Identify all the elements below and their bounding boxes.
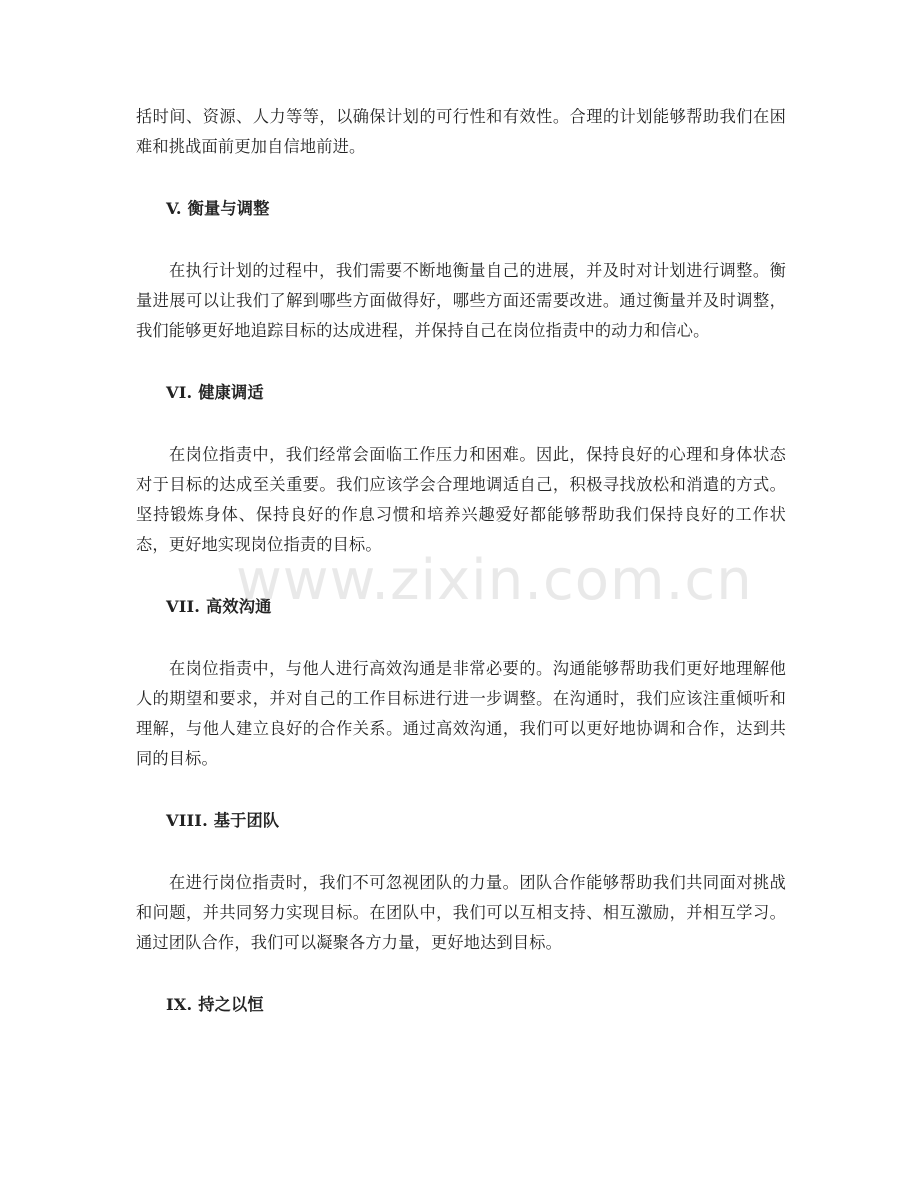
heading-section-vii: VII. 高效沟通: [166, 597, 272, 616]
heading-section-vi: VI. 健康调适: [166, 383, 264, 402]
document-body: [136, 102, 786, 1020]
paragraph-section-viii: 在进行岗位指责时，我们不可忽视团队的力量。团队合作能够帮助我们共同面对挑战和问题，并共同努力实现目标。在团队中，我们可以互相支持、相互激励，并相互学习。通过团队合作，我们可以凝聚各方力量，更好地达到目标。: [136, 873, 786, 952]
heading-section-v: V. 衡量与调整: [166, 199, 270, 218]
paragraph-section-v: 在执行计划的过程中，我们需要不断地衡量自己的进展，并及时对计划进行调整。衡量进展可以让我们了解到哪些方面做得好，哪些方面还需要改进。通过衡量并及时调整，我们能够更好地追踪目标的达成进程，并保持自己在岗位指责中的动力和信心。: [136, 261, 786, 340]
heading-section-viii: VIII. 基于团队: [166, 811, 280, 830]
paragraph-section-vii: 在岗位指责中，与他人进行高效沟通是非常必要的。沟通能够帮助我们更好地理解他人的期望和要求，并对自己的工作目标进行进一步调整。在沟通时，我们应该注重倾听和理解，与他人建立良好的合作关系。通过高效沟通，我们可以更好地协调和合作，达到共同的目标。: [136, 659, 786, 768]
paragraph-plan-continuation: 括时间、资源、人力等等，以确保计划的可行性和有效性。合理的计划能够帮助我们在困难和挑战面前更加自信地前进。: [136, 107, 786, 156]
paragraph-section-vi: 在岗位指责中，我们经常会面临工作压力和困难。因此，保持良好的心理和身体状态对于目标的达成至关重要。我们应该学会合理地调适自己，积极寻找放松和消遣的方式。坚持锻炼身体、保持良好的作息习惯和培养兴趣爱好都能够帮助我们保持良好的工作状态，更好地实现岗位指责的目标。: [136, 445, 786, 554]
heading-section-ix: IX. 持之以恒: [166, 995, 264, 1014]
watermark-text: www.zixin.com.cn: [236, 548, 753, 613]
